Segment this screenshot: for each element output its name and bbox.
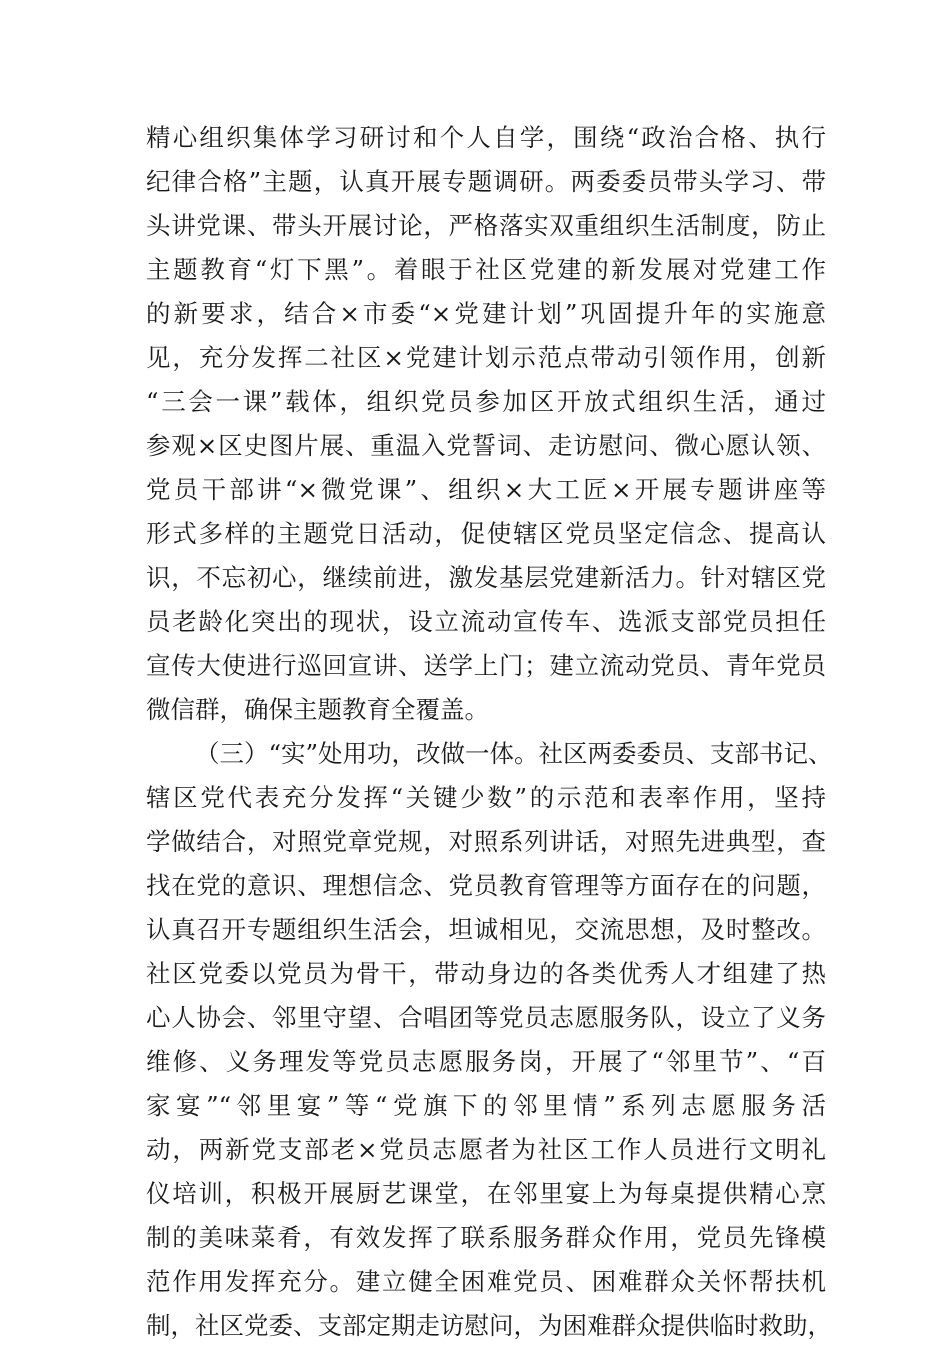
text-line: 仪培训，积极开展厨艺课堂，在邻里宴上为每桌提供精心烹 [146, 1179, 826, 1208]
text-line: 参观×区史图片展、重温入党誓词、走访慰问、微心愿认领、 [146, 431, 826, 460]
text-line: 识，不忘初心，继续前进，激发基层党建新活力。针对辖区党 [146, 563, 826, 592]
text-line: 制，社区党委、支部定期走访慰问，为困难群众提供临时救助， [146, 1311, 832, 1340]
text-line: 主题教育“灯下黑”。着眼于社区党建的新发展对党建工作 [146, 255, 826, 284]
text-line: 制的美味菜肴，有效发挥了联系服务群众作用，党员先锋模 [146, 1223, 826, 1252]
text-line: 学做结合，对照党章党规，对照系列讲话，对照先进典型，查 [146, 827, 826, 856]
text-line: 找在党的意识、理想信念、党员教育管理等方面存在的问题， [146, 871, 826, 900]
text-line: 纪律合格”主题，认真开展专题调研。两委委员带头学习、带 [146, 167, 826, 196]
text-line: 宣传大使进行巡回宣讲、送学上门；建立流动党员、青年党员 [146, 651, 826, 680]
body-text [146, 116, 833, 1348]
text-line: 员老龄化突出的现状，设立流动宣传车、选派支部党员担任 [146, 607, 826, 636]
text-line: 见，充分发挥二社区×党建计划示范点带动引领作用，创新 [146, 343, 826, 372]
text-line: 辖区党代表充分发挥“关键少数”的示范和表率作用，坚持 [146, 783, 826, 812]
text-line: 的新要求，结合×市委“×党建计划”巩固提升年的实施意 [146, 299, 826, 328]
text-line: 头讲党课、带头开展讨论，严格落实双重组织生活制度，防止 [146, 211, 826, 240]
text-line: “三会一课”载体，组织党员参加区开放式组织生活，通过 [146, 387, 826, 416]
text-line: 认真召开专题组织生活会，坦诚相见，交流思想，及时整改。 [146, 915, 826, 944]
text-line: 党员干部讲“×微党课”、组织×大工匠×开展专题讲座等 [146, 475, 826, 504]
text-line: 心人协会、邻里守望、合唱团等党员志愿服务队，设立了义务 [146, 1003, 826, 1032]
text-line: 家宴”“邻里宴”等“党旗下的邻里情”系列志愿服务活 [146, 1091, 826, 1120]
text-line: 范作用发挥充分。建立健全困难党员、困难群众关怀帮扶机 [146, 1267, 826, 1296]
text-line: 形式多样的主题党日活动，促使辖区党员坚定信念、提高认 [146, 519, 826, 548]
text-line: 社区党委以党员为骨干，带动身边的各类优秀人才组建了热 [146, 959, 826, 988]
text-line: 精心组织集体学习研讨和个人自学，围绕“政治合格、执行 [146, 123, 826, 152]
paragraph-end-line: 微信群，确保主题教育全覆盖。 [146, 695, 489, 724]
text-line: 动，两新党支部老×党员志愿者为社区工作人员进行文明礼 [146, 1135, 826, 1164]
section-heading-line: （三）“实”处用功，改做一体。社区两委委员、支部书记、 [195, 739, 833, 768]
text-line: 维修、义务理发等党员志愿服务岗，开展了“邻里节”、“百 [146, 1047, 826, 1076]
